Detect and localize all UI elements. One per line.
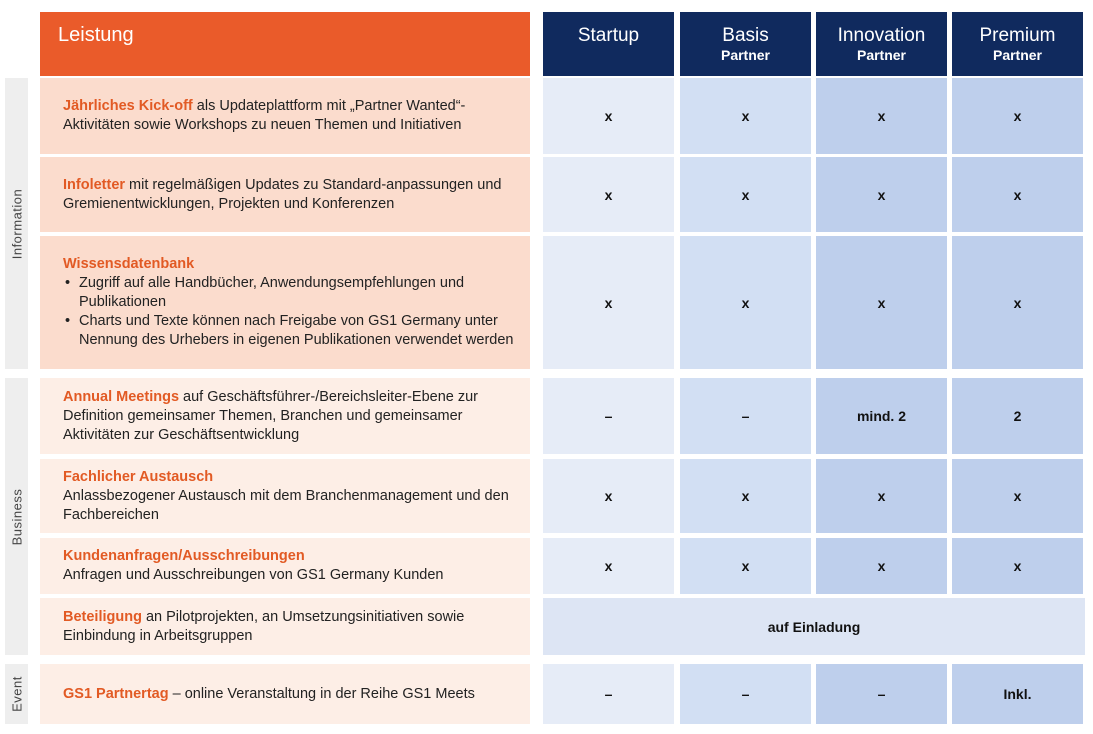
header-tier-premium <box>952 12 1083 76</box>
value-premium: Inkl. <box>952 664 1083 724</box>
tier-sub: Partner <box>856 47 907 63</box>
value-basis: x <box>680 157 811 232</box>
tier-name: Startup <box>577 25 640 46</box>
value-basis: x <box>680 236 811 369</box>
row-title: Beteiligung <box>63 608 142 625</box>
value-premium: x <box>952 538 1083 594</box>
value-basis: x <box>680 538 811 594</box>
row-title: GS1 Partnertag <box>63 685 169 702</box>
value-innovation: – <box>816 664 947 724</box>
row-text: auf Geschäftsführer-/Bereichsleiter-Ebene zur Definition gemeinsamer Themen, Branchen und gemeinsamer Aktivitäten zur Geschäftsentwicklung <box>63 388 479 443</box>
value-innovation: x <box>816 157 947 232</box>
row-title: Infoletter <box>63 176 126 193</box>
header-tier-startup <box>543 12 674 76</box>
section-information <box>5 78 28 369</box>
row-title: Fachlicher Austausch <box>63 468 214 485</box>
value-startup: x <box>543 459 674 533</box>
row-kundenanfragen-description <box>40 538 530 594</box>
row-text: an Pilotprojekten, an Umsetzungsinitiativen sowie Einbindung in Arbeitsgruppen <box>63 608 465 644</box>
tier-sub: Partner <box>720 47 771 63</box>
value-innovation: mind. 2 <box>816 378 947 454</box>
value-startup: – <box>543 664 674 724</box>
row-kickoff-description <box>40 78 530 154</box>
row-title: Jährliches Kick-off <box>63 98 193 114</box>
value-basis: x <box>680 78 811 154</box>
value-basis: – <box>680 378 811 454</box>
value-innovation: x <box>816 78 947 154</box>
value-all-tiers: auf Einladung <box>543 598 1085 655</box>
value-innovation: x <box>816 538 947 594</box>
header-tier-basis <box>680 12 811 76</box>
row-text: als Updateplattform mit „Partner Wanted“-Aktivitäten sowie Workshops zu neuen Themen und Initiativen <box>63 98 466 133</box>
section-label: Event <box>9 676 24 712</box>
value-startup: x <box>543 78 674 154</box>
row-annual-meetings-description <box>40 378 530 454</box>
row-text: Anlassbezogener Austausch mit dem Branchenmanagement und den Fachbereichen <box>63 487 509 523</box>
row-text: Anfragen und Ausschreibungen von GS1 Germany Kunden <box>63 567 444 583</box>
row-partnertag-description <box>40 664 530 724</box>
section-business <box>5 378 28 655</box>
value-startup: x <box>543 157 674 232</box>
value-premium: x <box>952 78 1083 154</box>
bullet-item: • Charts und Texte können nach Freigabe von GS1 Germany unter Nennung des Urhebers in eigenen Publikationen verwendet werden <box>63 312 530 350</box>
section-event <box>5 664 28 724</box>
tier-name: Innovation <box>837 25 926 46</box>
tier-sub: Partner <box>992 47 1043 63</box>
value-startup: x <box>543 538 674 594</box>
row-fachlicher-austausch-description <box>40 459 530 533</box>
row-text: – online Veranstaltung in der Reihe GS1 Meets <box>168 685 475 702</box>
value-basis: x <box>680 459 811 533</box>
tier-name: Premium <box>979 25 1056 46</box>
value-premium: 2 <box>952 378 1083 454</box>
value-innovation: x <box>816 236 947 369</box>
row-beteiligung-description <box>40 598 530 655</box>
section-label: Information <box>9 188 24 259</box>
value-premium: x <box>952 459 1083 533</box>
value-premium: x <box>952 236 1083 369</box>
row-title: Kundenanfragen/Ausschreibungen <box>63 548 305 564</box>
row-text: mit regelmäßigen Updates zu Standard-anpassungen und Gremienentwicklungen, Projekten und Konferenzen <box>63 176 502 212</box>
value-premium: x <box>952 157 1083 232</box>
row-infoletter-description <box>40 157 530 232</box>
header-tier-innovation <box>816 12 947 76</box>
section-label: Business <box>9 488 24 545</box>
row-wissensdatenbank-description <box>40 236 530 369</box>
bullet-list <box>63 274 530 350</box>
value-startup: – <box>543 378 674 454</box>
row-title: Annual Meetings <box>63 388 180 405</box>
bullet-item: • Zugriff auf alle Handbücher, Anwendungsempfehlungen und Publikationen <box>63 274 530 312</box>
tier-name: Basis <box>722 25 769 46</box>
value-basis: – <box>680 664 811 724</box>
header-leistung: Leistung <box>40 12 530 76</box>
value-innovation: x <box>816 459 947 533</box>
value-startup: x <box>543 236 674 369</box>
row-title: Wissensdatenbank <box>63 256 195 272</box>
